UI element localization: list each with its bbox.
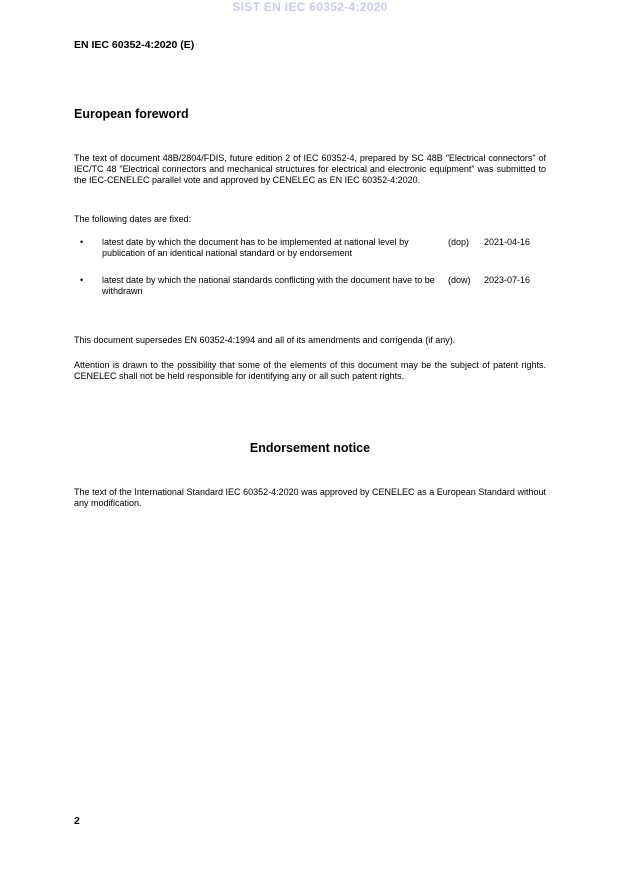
date-value: 2021-04-16 bbox=[484, 237, 531, 247]
date-description: latest date by which the national standards conflicting with the document have to be withdrawn bbox=[102, 275, 435, 296]
foreword-heading: European foreword bbox=[74, 107, 189, 121]
endorsement-paragraph: The text of the International Standard IEC 60352-4:2020 was approved by CENELEC as a European Standard without any modification. bbox=[74, 487, 546, 508]
date-description: latest date by which the document has to be implemented at national level by publication of an identical national standard or by endorsement bbox=[102, 237, 409, 258]
date-value: 2023-07-16 bbox=[484, 275, 531, 285]
watermark: SIST EN IEC 60352-4:2020 bbox=[232, 0, 388, 14]
page-number: 2 bbox=[74, 815, 80, 827]
foreword-paragraph-3: This document supersedes EN 60352-4:1994 and all of its amendments and corrigenda (if any). bbox=[74, 335, 456, 345]
date-abbreviation: (dop) bbox=[448, 237, 470, 247]
foreword-paragraph-2: The following dates are fixed: bbox=[74, 214, 192, 224]
date-abbreviation: (dow) bbox=[448, 275, 471, 285]
bullet: • bbox=[80, 275, 84, 285]
bullet: • bbox=[80, 237, 84, 247]
foreword-paragraph-1: The text of document 48B/2804/FDIS, future edition 2 of IEC 60352-4, prepared by SC 48B "Electrical connectors" of IEC/TC 48 "Electrical connectors and mechanical structures for electrical and electronic equipment" was submitted to the IEC-CENELEC parallel vote and approved by CENELEC as EN IEC 60352-4:2020. bbox=[74, 153, 546, 185]
document-id-header: EN IEC 60352-4:2020 (E) bbox=[74, 39, 195, 51]
endorsement-heading: Endorsement notice bbox=[249, 441, 371, 455]
foreword-paragraph-4: Attention is drawn to the possibility that some of the elements of this document may be the subject of patent rights. CENELEC shall not be held responsible for identifying any or all such patent rights. bbox=[74, 360, 546, 381]
